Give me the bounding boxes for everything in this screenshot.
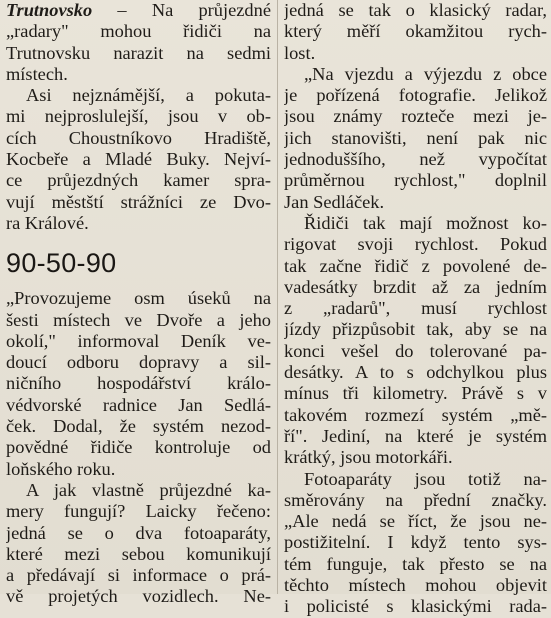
text-line: je pořízená fotografie. Jelikož	[284, 85, 547, 106]
text-line: Asi nejznámější, a pokuta-	[26, 85, 271, 106]
text-line: šesti místech ve Dvoře a jeho	[6, 309, 271, 330]
text-line: jízdy přizpůsobit tak, aby se na	[284, 319, 547, 340]
text-line: „Provozujeme osm úseků na	[6, 288, 271, 309]
text-line: a předávají si informace o prá-	[6, 565, 271, 586]
text-line: okolí," informoval Deník ve-	[6, 330, 271, 351]
text-line: takovém rozmezí systém „mě-	[284, 404, 547, 425]
text-line: vě projetých vozidlech. Ne-	[6, 586, 271, 607]
text-line: jsou známy rozteče mezi je-	[284, 106, 547, 127]
paragraph-not-classic-radar	[284, 0, 547, 64]
text-line: tém funguje, tak přesto se na	[284, 553, 547, 574]
text-line: Trutnovsko – Na průjezdné	[6, 0, 271, 20]
article-column-left	[6, 0, 271, 608]
column-divider	[277, 0, 278, 594]
text-line: A jak vlastně průjezdné ka-	[26, 479, 271, 500]
text-line: ničního hospodářství králo-	[6, 373, 271, 394]
text-line: ra Králové.	[6, 212, 89, 233]
text-line: doucí odboru dopravy a sil-	[6, 352, 271, 373]
text-line: Jan Sedláček.	[284, 191, 385, 212]
paragraph-best-known	[6, 85, 271, 234]
paragraph-quote-sedlacek	[6, 288, 271, 480]
text-line: mi nejproslulejší, jsou v ob-	[6, 106, 271, 127]
text-line: povědné řidiče kontroluje od	[6, 437, 271, 458]
text-line: Kocbeře a Mladé Buky. Nejví-	[6, 149, 271, 170]
text-line: Fotoaparáty jsou totiž na-	[304, 468, 547, 489]
text-line: i policisté s klasickými rada-	[284, 596, 547, 617]
text-line: těchto místech mohou objevit	[284, 575, 547, 596]
article-column-right	[284, 0, 547, 618]
text-line: loňského roku.	[6, 458, 116, 479]
text-line: vují městští strážníci ze Dvo-	[6, 191, 271, 212]
text-line: védvorské radnice Jan Sedlá-	[6, 394, 271, 415]
section-subheading: 90-50-90	[6, 248, 117, 279]
text-line: které mezi sebou komunikují	[6, 543, 271, 564]
text-line: jedná se tak o klasický radar,	[284, 0, 547, 20]
text-line: cích Choustníkovo Hradiště,	[6, 127, 271, 148]
text-line: desátky. A to s odchylkou plus	[284, 362, 547, 383]
text-line: „radary" mohou řidiči na	[6, 21, 271, 42]
text-line: krátký, jsou motorkáři.	[284, 447, 453, 468]
paragraph-cameras-front	[284, 469, 547, 618]
text-line: Trutnovsku narazit na sedmi	[6, 42, 271, 63]
text-line: vadesátky brzdit až za jedním	[284, 276, 547, 297]
text-line: který měří okamžitou rych-	[284, 21, 547, 42]
text-line: Řidiči tak mají možnost ko-	[304, 212, 547, 233]
text-line: průměrnou rychlost," doplnil	[284, 170, 547, 191]
text-line: „Na vjezdu a výjezdu z obce	[304, 63, 547, 84]
paragraph-quote-photo	[284, 64, 547, 213]
text-line: konci vešel do tolerované pa-	[284, 340, 547, 361]
text-line: z „radarů", musí rychlost	[284, 298, 547, 319]
paragraph-intro	[6, 0, 271, 85]
text-line: místech.	[6, 63, 68, 84]
paragraph-drivers-adjust	[284, 213, 547, 469]
text-line: jich stanovišti, není pak nic	[284, 127, 547, 148]
text-line: mery fungují? Laicky řečeno:	[6, 501, 271, 522]
text-line: jednoduššího, než vypočítat	[284, 149, 547, 170]
text-line: ček. Dodal, že systém nezod-	[6, 416, 271, 437]
text-line: směrovány na přední značky.	[284, 489, 547, 510]
lead-place: Trutnovsko	[6, 0, 93, 20]
text-line: postižitelní. I když tento sys-	[284, 532, 547, 553]
text-line: ří". Jediní, na které je systém	[284, 425, 547, 446]
text-line: jedná se o dva fotoaparáty,	[6, 522, 271, 543]
text-line: „Ale nedá se říct, že jsou ne-	[284, 511, 547, 532]
text-line: rigovat svoji rychlost. Pokud	[284, 234, 547, 255]
text-line: mínus tři kilometry. Právě s v	[284, 383, 547, 404]
text-line: lost.	[284, 42, 316, 63]
text-line: ce průjezdných kamer spra-	[6, 170, 271, 191]
text-line: tak začne řidič z povolené de-	[284, 255, 547, 276]
paragraph-how-it-works	[6, 480, 271, 608]
